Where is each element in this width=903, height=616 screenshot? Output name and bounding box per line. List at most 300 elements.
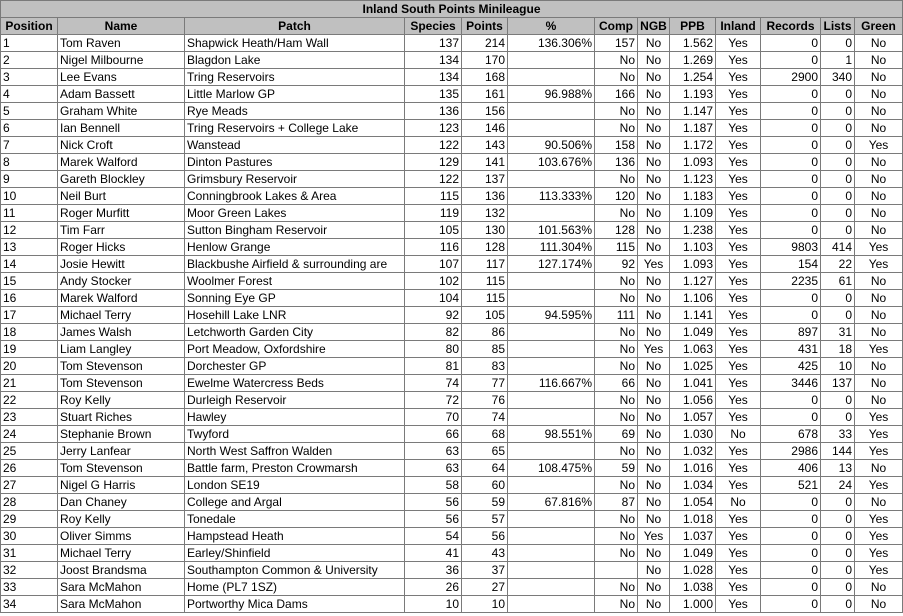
percent-cell[interactable]: 103.676% — [508, 154, 595, 171]
green-cell[interactable]: Yes — [855, 341, 903, 358]
lists-cell[interactable]: 137 — [821, 375, 855, 392]
lists-cell[interactable]: 0 — [821, 188, 855, 205]
lists-cell[interactable]: 31 — [821, 324, 855, 341]
comp-cell[interactable]: No — [595, 528, 638, 545]
position-cell[interactable]: 17 — [1, 307, 58, 324]
patch-cell[interactable]: Shapwick Heath/Ham Wall — [185, 35, 405, 52]
patch-cell[interactable]: Hosehill Lake LNR — [185, 307, 405, 324]
lists-cell[interactable]: 0 — [821, 103, 855, 120]
green-cell[interactable]: No — [855, 171, 903, 188]
points-cell[interactable]: 130 — [462, 222, 508, 239]
ppb-cell[interactable]: 1.109 — [670, 205, 716, 222]
percent-cell[interactable] — [508, 120, 595, 137]
inland-cell[interactable]: Yes — [716, 86, 761, 103]
position-cell[interactable]: 25 — [1, 443, 58, 460]
lists-cell[interactable]: 13 — [821, 460, 855, 477]
records-cell[interactable]: 0 — [761, 188, 821, 205]
position-cell[interactable]: 3 — [1, 69, 58, 86]
inland-cell[interactable]: Yes — [716, 562, 761, 579]
position-cell[interactable]: 20 — [1, 358, 58, 375]
inland-cell[interactable]: Yes — [716, 596, 761, 613]
lists-cell[interactable]: 0 — [821, 171, 855, 188]
points-cell[interactable]: 56 — [462, 528, 508, 545]
points-cell[interactable]: 77 — [462, 375, 508, 392]
green-cell[interactable]: Yes — [855, 511, 903, 528]
position-cell[interactable]: 26 — [1, 460, 58, 477]
species-cell[interactable]: 74 — [405, 375, 462, 392]
ppb-cell[interactable]: 1.269 — [670, 52, 716, 69]
points-cell[interactable]: 105 — [462, 307, 508, 324]
records-cell[interactable]: 0 — [761, 52, 821, 69]
green-cell[interactable]: No — [855, 392, 903, 409]
lists-cell[interactable]: 1 — [821, 52, 855, 69]
position-cell[interactable]: 15 — [1, 273, 58, 290]
position-cell[interactable]: 34 — [1, 596, 58, 613]
name-cell[interactable]: James Walsh — [58, 324, 185, 341]
species-cell[interactable]: 36 — [405, 562, 462, 579]
column-header[interactable]: Name — [58, 18, 185, 35]
points-cell[interactable]: 64 — [462, 460, 508, 477]
lists-cell[interactable]: 33 — [821, 426, 855, 443]
patch-cell[interactable]: Twyford — [185, 426, 405, 443]
name-cell[interactable]: Tom Stevenson — [58, 375, 185, 392]
inland-cell[interactable]: Yes — [716, 273, 761, 290]
name-cell[interactable]: Nigel G Harris — [58, 477, 185, 494]
ppb-cell[interactable]: 1.562 — [670, 35, 716, 52]
points-cell[interactable]: 57 — [462, 511, 508, 528]
ngb-cell[interactable]: Yes — [638, 528, 670, 545]
comp-cell[interactable]: 120 — [595, 188, 638, 205]
points-cell[interactable]: 83 — [462, 358, 508, 375]
lists-cell[interactable]: 0 — [821, 596, 855, 613]
species-cell[interactable]: 41 — [405, 545, 462, 562]
ngb-cell[interactable]: No — [638, 426, 670, 443]
inland-cell[interactable]: Yes — [716, 222, 761, 239]
lists-cell[interactable]: 0 — [821, 35, 855, 52]
points-cell[interactable]: 161 — [462, 86, 508, 103]
green-cell[interactable]: No — [855, 579, 903, 596]
patch-cell[interactable]: Battle farm, Preston Crowmarsh — [185, 460, 405, 477]
green-cell[interactable]: No — [855, 307, 903, 324]
ppb-cell[interactable]: 1.106 — [670, 290, 716, 307]
ppb-cell[interactable]: 1.000 — [670, 596, 716, 613]
inland-cell[interactable]: Yes — [716, 460, 761, 477]
position-cell[interactable]: 11 — [1, 205, 58, 222]
records-cell[interactable]: 0 — [761, 307, 821, 324]
ngb-cell[interactable]: No — [638, 154, 670, 171]
green-cell[interactable]: Yes — [855, 137, 903, 154]
patch-cell[interactable]: Hampstead Heath — [185, 528, 405, 545]
patch-cell[interactable]: Southampton Common & University — [185, 562, 405, 579]
points-cell[interactable]: 60 — [462, 477, 508, 494]
patch-cell[interactable]: Sutton Bingham Reservoir — [185, 222, 405, 239]
green-cell[interactable]: No — [855, 460, 903, 477]
inland-cell[interactable]: Yes — [716, 392, 761, 409]
comp-cell[interactable]: No — [595, 205, 638, 222]
inland-cell[interactable]: Yes — [716, 103, 761, 120]
lists-cell[interactable]: 24 — [821, 477, 855, 494]
name-cell[interactable]: Stuart Riches — [58, 409, 185, 426]
green-cell[interactable]: No — [855, 596, 903, 613]
comp-cell[interactable]: 158 — [595, 137, 638, 154]
species-cell[interactable]: 81 — [405, 358, 462, 375]
lists-cell[interactable]: 340 — [821, 69, 855, 86]
position-cell[interactable]: 23 — [1, 409, 58, 426]
points-cell[interactable]: 137 — [462, 171, 508, 188]
name-cell[interactable]: Tom Stevenson — [58, 460, 185, 477]
name-cell[interactable]: Nigel Milbourne — [58, 52, 185, 69]
comp-cell[interactable]: No — [595, 120, 638, 137]
green-cell[interactable]: No — [855, 222, 903, 239]
species-cell[interactable]: 135 — [405, 86, 462, 103]
species-cell[interactable]: 56 — [405, 511, 462, 528]
name-cell[interactable]: Neil Burt — [58, 188, 185, 205]
ngb-cell[interactable]: No — [638, 35, 670, 52]
position-cell[interactable]: 29 — [1, 511, 58, 528]
records-cell[interactable]: 431 — [761, 341, 821, 358]
lists-cell[interactable]: 0 — [821, 392, 855, 409]
ngb-cell[interactable]: No — [638, 222, 670, 239]
ppb-cell[interactable]: 1.103 — [670, 239, 716, 256]
points-cell[interactable]: 115 — [462, 290, 508, 307]
percent-cell[interactable]: 94.595% — [508, 307, 595, 324]
ngb-cell[interactable]: No — [638, 375, 670, 392]
ppb-cell[interactable]: 1.049 — [670, 545, 716, 562]
percent-cell[interactable] — [508, 545, 595, 562]
records-cell[interactable]: 521 — [761, 477, 821, 494]
ppb-cell[interactable]: 1.187 — [670, 120, 716, 137]
records-cell[interactable]: 0 — [761, 290, 821, 307]
green-cell[interactable]: No — [855, 358, 903, 375]
species-cell[interactable]: 70 — [405, 409, 462, 426]
records-cell[interactable]: 0 — [761, 528, 821, 545]
inland-cell[interactable]: Yes — [716, 69, 761, 86]
position-cell[interactable]: 5 — [1, 103, 58, 120]
lists-cell[interactable]: 22 — [821, 256, 855, 273]
column-header[interactable]: Points — [462, 18, 508, 35]
lists-cell[interactable]: 0 — [821, 290, 855, 307]
inland-cell[interactable]: Yes — [716, 188, 761, 205]
name-cell[interactable]: Michael Terry — [58, 545, 185, 562]
points-cell[interactable]: 85 — [462, 341, 508, 358]
name-cell[interactable]: Jerry Lanfear — [58, 443, 185, 460]
lists-cell[interactable]: 0 — [821, 528, 855, 545]
percent-cell[interactable] — [508, 341, 595, 358]
patch-cell[interactable]: Port Meadow, Oxfordshire — [185, 341, 405, 358]
records-cell[interactable]: 0 — [761, 205, 821, 222]
records-cell[interactable]: 0 — [761, 596, 821, 613]
ngb-cell[interactable]: No — [638, 290, 670, 307]
position-cell[interactable]: 9 — [1, 171, 58, 188]
ngb-cell[interactable]: No — [638, 307, 670, 324]
position-cell[interactable]: 2 — [1, 52, 58, 69]
records-cell[interactable]: 0 — [761, 545, 821, 562]
species-cell[interactable]: 10 — [405, 596, 462, 613]
points-cell[interactable]: 76 — [462, 392, 508, 409]
name-cell[interactable]: Roger Murfitt — [58, 205, 185, 222]
ppb-cell[interactable]: 1.063 — [670, 341, 716, 358]
green-cell[interactable]: No — [855, 35, 903, 52]
name-cell[interactable]: Roger Hicks — [58, 239, 185, 256]
species-cell[interactable]: 63 — [405, 443, 462, 460]
inland-cell[interactable]: Yes — [716, 239, 761, 256]
position-cell[interactable]: 24 — [1, 426, 58, 443]
comp-cell[interactable]: 111 — [595, 307, 638, 324]
column-header[interactable]: Inland — [716, 18, 761, 35]
name-cell[interactable]: Josie Hewitt — [58, 256, 185, 273]
ppb-cell[interactable]: 1.018 — [670, 511, 716, 528]
position-cell[interactable]: 18 — [1, 324, 58, 341]
percent-cell[interactable]: 67.816% — [508, 494, 595, 511]
species-cell[interactable]: 137 — [405, 35, 462, 52]
ppb-cell[interactable]: 1.238 — [670, 222, 716, 239]
column-header[interactable]: Lists — [821, 18, 855, 35]
ngb-cell[interactable]: No — [638, 137, 670, 154]
records-cell[interactable]: 0 — [761, 392, 821, 409]
percent-cell[interactable]: 90.506% — [508, 137, 595, 154]
patch-cell[interactable]: Tring Reservoirs + College Lake — [185, 120, 405, 137]
ngb-cell[interactable]: No — [638, 239, 670, 256]
patch-cell[interactable]: Dinton Pastures — [185, 154, 405, 171]
ppb-cell[interactable]: 1.028 — [670, 562, 716, 579]
points-cell[interactable]: 27 — [462, 579, 508, 596]
percent-cell[interactable]: 101.563% — [508, 222, 595, 239]
points-cell[interactable]: 74 — [462, 409, 508, 426]
inland-cell[interactable]: Yes — [716, 120, 761, 137]
comp-cell[interactable]: No — [595, 511, 638, 528]
percent-cell[interactable] — [508, 103, 595, 120]
green-cell[interactable]: No — [855, 120, 903, 137]
points-cell[interactable]: 59 — [462, 494, 508, 511]
ngb-cell[interactable]: No — [638, 188, 670, 205]
species-cell[interactable]: 134 — [405, 69, 462, 86]
ppb-cell[interactable]: 1.056 — [670, 392, 716, 409]
comp-cell[interactable]: 69 — [595, 426, 638, 443]
position-cell[interactable]: 27 — [1, 477, 58, 494]
ppb-cell[interactable]: 1.034 — [670, 477, 716, 494]
records-cell[interactable]: 9803 — [761, 239, 821, 256]
species-cell[interactable]: 92 — [405, 307, 462, 324]
points-cell[interactable]: 214 — [462, 35, 508, 52]
species-cell[interactable]: 136 — [405, 103, 462, 120]
lists-cell[interactable]: 0 — [821, 409, 855, 426]
position-cell[interactable]: 16 — [1, 290, 58, 307]
ppb-cell[interactable]: 1.093 — [670, 256, 716, 273]
lists-cell[interactable]: 0 — [821, 205, 855, 222]
patch-cell[interactable]: Woolmer Forest — [185, 273, 405, 290]
ppb-cell[interactable]: 1.123 — [670, 171, 716, 188]
name-cell[interactable]: Stephanie Brown — [58, 426, 185, 443]
position-cell[interactable]: 14 — [1, 256, 58, 273]
ppb-cell[interactable]: 1.038 — [670, 579, 716, 596]
records-cell[interactable]: 0 — [761, 35, 821, 52]
ppb-cell[interactable]: 1.193 — [670, 86, 716, 103]
comp-cell[interactable]: 92 — [595, 256, 638, 273]
patch-cell[interactable]: Portworthy Mica Dams — [185, 596, 405, 613]
patch-cell[interactable]: Little Marlow GP — [185, 86, 405, 103]
green-cell[interactable]: No — [855, 86, 903, 103]
species-cell[interactable]: 54 — [405, 528, 462, 545]
ppb-cell[interactable]: 1.141 — [670, 307, 716, 324]
name-cell[interactable]: Dan Chaney — [58, 494, 185, 511]
position-cell[interactable]: 13 — [1, 239, 58, 256]
lists-cell[interactable]: 0 — [821, 120, 855, 137]
ngb-cell[interactable]: No — [638, 477, 670, 494]
lists-cell[interactable]: 0 — [821, 307, 855, 324]
comp-cell[interactable]: No — [595, 545, 638, 562]
name-cell[interactable]: Marek Walford — [58, 154, 185, 171]
position-cell[interactable]: 31 — [1, 545, 58, 562]
position-cell[interactable]: 33 — [1, 579, 58, 596]
species-cell[interactable]: 26 — [405, 579, 462, 596]
patch-cell[interactable]: Hawley — [185, 409, 405, 426]
comp-cell[interactable]: 166 — [595, 86, 638, 103]
points-cell[interactable]: 117 — [462, 256, 508, 273]
inland-cell[interactable]: Yes — [716, 307, 761, 324]
records-cell[interactable]: 0 — [761, 222, 821, 239]
patch-cell[interactable]: Ewelme Watercress Beds — [185, 375, 405, 392]
percent-cell[interactable]: 113.333% — [508, 188, 595, 205]
species-cell[interactable]: 107 — [405, 256, 462, 273]
comp-cell[interactable]: No — [595, 392, 638, 409]
percent-cell[interactable] — [508, 562, 595, 579]
records-cell[interactable]: 0 — [761, 579, 821, 596]
inland-cell[interactable]: Yes — [716, 35, 761, 52]
lists-cell[interactable]: 10 — [821, 358, 855, 375]
position-cell[interactable]: 1 — [1, 35, 58, 52]
green-cell[interactable]: Yes — [855, 256, 903, 273]
column-header[interactable]: Records — [761, 18, 821, 35]
column-header[interactable]: Position — [1, 18, 58, 35]
ppb-cell[interactable]: 1.172 — [670, 137, 716, 154]
green-cell[interactable]: Yes — [855, 443, 903, 460]
percent-cell[interactable] — [508, 596, 595, 613]
percent-cell[interactable] — [508, 358, 595, 375]
patch-cell[interactable]: Earley/Shinfield — [185, 545, 405, 562]
position-cell[interactable]: 28 — [1, 494, 58, 511]
position-cell[interactable]: 22 — [1, 392, 58, 409]
patch-cell[interactable]: North West Saffron Walden — [185, 443, 405, 460]
ngb-cell[interactable]: No — [638, 443, 670, 460]
inland-cell[interactable]: No — [716, 494, 761, 511]
comp-cell[interactable]: No — [595, 579, 638, 596]
points-cell[interactable]: 146 — [462, 120, 508, 137]
records-cell[interactable]: 0 — [761, 409, 821, 426]
points-cell[interactable]: 115 — [462, 273, 508, 290]
comp-cell[interactable]: No — [595, 341, 638, 358]
ppb-cell[interactable]: 1.147 — [670, 103, 716, 120]
records-cell[interactable]: 0 — [761, 562, 821, 579]
points-cell[interactable]: 132 — [462, 205, 508, 222]
name-cell[interactable]: Joost Brandsma — [58, 562, 185, 579]
ngb-cell[interactable]: No — [638, 103, 670, 120]
patch-cell[interactable]: Blackbushe Airfield & surrounding are — [185, 256, 405, 273]
percent-cell[interactable] — [508, 69, 595, 86]
position-cell[interactable]: 10 — [1, 188, 58, 205]
species-cell[interactable]: 56 — [405, 494, 462, 511]
ppb-cell[interactable]: 1.057 — [670, 409, 716, 426]
percent-cell[interactable] — [508, 273, 595, 290]
percent-cell[interactable] — [508, 477, 595, 494]
ngb-cell[interactable]: Yes — [638, 341, 670, 358]
percent-cell[interactable]: 127.174% — [508, 256, 595, 273]
green-cell[interactable]: No — [855, 154, 903, 171]
name-cell[interactable]: Oliver Simms — [58, 528, 185, 545]
ngb-cell[interactable]: No — [638, 86, 670, 103]
comp-cell[interactable]: 136 — [595, 154, 638, 171]
species-cell[interactable]: 104 — [405, 290, 462, 307]
patch-cell[interactable]: Home (PL7 1SZ) — [185, 579, 405, 596]
ppb-cell[interactable]: 1.254 — [670, 69, 716, 86]
patch-cell[interactable]: Sonning Eye GP — [185, 290, 405, 307]
patch-cell[interactable]: London SE19 — [185, 477, 405, 494]
ppb-cell[interactable]: 1.032 — [670, 443, 716, 460]
patch-cell[interactable]: Blagdon Lake — [185, 52, 405, 69]
percent-cell[interactable] — [508, 205, 595, 222]
lists-cell[interactable]: 0 — [821, 222, 855, 239]
points-cell[interactable]: 136 — [462, 188, 508, 205]
ppb-cell[interactable]: 1.183 — [670, 188, 716, 205]
patch-cell[interactable]: Tring Reservoirs — [185, 69, 405, 86]
ppb-cell[interactable]: 1.054 — [670, 494, 716, 511]
inland-cell[interactable]: Yes — [716, 409, 761, 426]
column-header[interactable]: Species — [405, 18, 462, 35]
records-cell[interactable]: 678 — [761, 426, 821, 443]
percent-cell[interactable]: 136.306% — [508, 35, 595, 52]
ngb-cell[interactable]: No — [638, 562, 670, 579]
records-cell[interactable]: 2986 — [761, 443, 821, 460]
comp-cell[interactable]: No — [595, 443, 638, 460]
points-cell[interactable]: 68 — [462, 426, 508, 443]
position-cell[interactable]: 7 — [1, 137, 58, 154]
percent-cell[interactable] — [508, 324, 595, 341]
percent-cell[interactable] — [508, 392, 595, 409]
green-cell[interactable]: Yes — [855, 426, 903, 443]
patch-cell[interactable]: Rye Meads — [185, 103, 405, 120]
comp-cell[interactable]: No — [595, 290, 638, 307]
ppb-cell[interactable]: 1.025 — [670, 358, 716, 375]
position-cell[interactable]: 21 — [1, 375, 58, 392]
ngb-cell[interactable]: No — [638, 120, 670, 137]
ngb-cell[interactable]: No — [638, 171, 670, 188]
percent-cell[interactable]: 116.667% — [508, 375, 595, 392]
ppb-cell[interactable]: 1.037 — [670, 528, 716, 545]
inland-cell[interactable]: Yes — [716, 137, 761, 154]
green-cell[interactable]: Yes — [855, 409, 903, 426]
records-cell[interactable]: 425 — [761, 358, 821, 375]
records-cell[interactable]: 0 — [761, 86, 821, 103]
points-cell[interactable]: 143 — [462, 137, 508, 154]
inland-cell[interactable]: Yes — [716, 358, 761, 375]
records-cell[interactable]: 0 — [761, 154, 821, 171]
inland-cell[interactable]: Yes — [716, 205, 761, 222]
comp-cell[interactable]: No — [595, 69, 638, 86]
percent-cell[interactable] — [508, 528, 595, 545]
records-cell[interactable]: 406 — [761, 460, 821, 477]
column-header[interactable]: % — [508, 18, 595, 35]
percent-cell[interactable] — [508, 409, 595, 426]
name-cell[interactable]: Graham White — [58, 103, 185, 120]
ngb-cell[interactable]: Yes — [638, 256, 670, 273]
ngb-cell[interactable]: No — [638, 392, 670, 409]
records-cell[interactable]: 2235 — [761, 273, 821, 290]
records-cell[interactable]: 0 — [761, 137, 821, 154]
species-cell[interactable]: 134 — [405, 52, 462, 69]
ngb-cell[interactable]: No — [638, 324, 670, 341]
inland-cell[interactable]: Yes — [716, 443, 761, 460]
inland-cell[interactable]: Yes — [716, 477, 761, 494]
species-cell[interactable]: 122 — [405, 171, 462, 188]
